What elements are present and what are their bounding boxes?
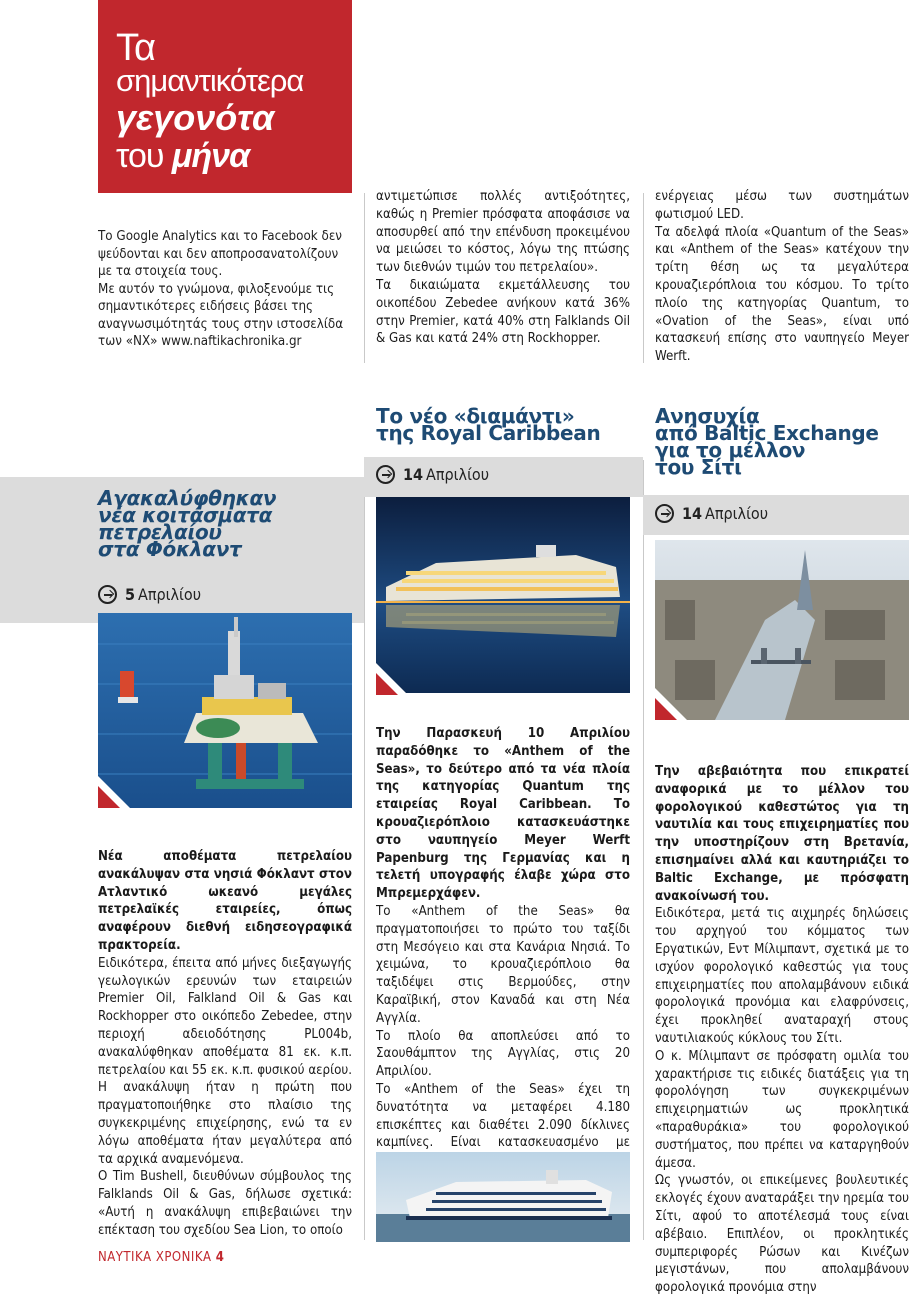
arrow-right-icon	[376, 465, 395, 484]
article-1-paragraph: Ο Tim Bushell, διευθύνων σύμβουλος της Falklands Oil & Gas, δήλωσε σχετικά: «Αυτή η ανακάλυψη επιβεβαιώνει την επέκταση του σχεδίου Sea Lion, το οποίο	[98, 1169, 352, 1238]
article-3-paragraph: Ως γνωστόν, οι επικείμενες βουλευτικές εκλογές έχουν αναταράξει την ηρεμία του Σίτι, αφού το αποτέλεσμά τους είναι αβέβαιο. Επιπλέον, οι προκλητικές συμπεριφορές Ρώσων και Κινέζων μεγιστάνων, που απολαμβάνουν φορολογικά προνόμια στην	[655, 1173, 909, 1296]
title-line-2: σημαντικότερα	[116, 63, 304, 98]
cruise-ship-day-photo	[376, 1152, 630, 1242]
article-1-corner-marker	[98, 776, 130, 808]
page-number: 4	[215, 1250, 225, 1265]
article-1-headline	[98, 486, 358, 561]
article-2-headline	[376, 404, 636, 445]
article-3-date-month: Απριλίου	[705, 504, 769, 523]
title-line-4	[116, 136, 249, 176]
column-3-continued-text	[655, 188, 909, 366]
column-2-paragraph-1: αντιμετώπισε πολλές αντιξοότητες, καθώς η Premier πρόσφατα αποφάσισε να αποσυρθεί από την επένδυση προκειμένου να μειώσει το κόστος, λόγω της πτώσης των διεθνών τιμών του πετρελαίου».	[376, 189, 630, 276]
column-3-paragraph-1: ενέργειας μέσω των συστημάτων φωτισμού LED.	[655, 189, 909, 222]
column-3-paragraph-2: Τα αδελφά πλοία «Quantum of the Seas» και «Anthem of the Seas» κατέχουν την τρίτη θέση ως τα μεγαλύτερα κρουαζιερόπλοια του κόσμου. Το τρίτο πλοίο της κατηγορίας Quantum, το «Ovation of the Seas», είναι υπό κατασκευή επίσης στο ναυπηγείο Meyer Werft.	[655, 224, 909, 365]
article-2-corner-marker	[376, 663, 408, 695]
oil-platform-photo	[98, 613, 352, 808]
article-1-paragraph: Ειδικότερα, έπειτα από μήνες διεξαγωγής γεωλογικών ερευνών των εταιρειών Premier Oil, Falkland Oil & Gas και Rockhopper στο οικόπεδο Zebedee, στην περιοχή αδειοδότησης PL004b, ανακαλύφθηκαν αποθέματα 81 εκ. κ.π. πετρελαίου και 55 εκ. κ.π. φυσικού αερίου.	[98, 955, 352, 1078]
article-2-body	[376, 725, 630, 1206]
article-1-paragraph: Η ανακάλυψη ήταν η πρώτη που πραγματοποιήθηκε στο πλαίσιο της συγκεκριμένης επιχείρησης, ενώ τα εν λόγω αποθέματα ήταν μεγαλύτερα από τα αρχικά αναμενόμενα.	[98, 1080, 352, 1167]
article-2-headline-line: Το νέο «διαμάντι»	[376, 404, 575, 428]
article-1-date	[98, 585, 201, 604]
article-3-date	[655, 504, 768, 523]
column-divider-4	[643, 460, 644, 1240]
london-city-aerial-photo	[655, 540, 909, 720]
column-2-paragraph-2: Τα δικαιώματα εκμετάλλευσης του οικοπέδου Zebedee ανήκουν κατά 36% στην Premier, κατά 40% στη Falklands Oil & Gas και κατά 24% στη Rockhopper.	[376, 277, 630, 347]
title-line-1: Τα	[116, 27, 156, 69]
article-1-headline-line: πετρελαίου	[98, 520, 222, 544]
article-2-headline-line: της Royal Caribbean	[376, 421, 601, 445]
column-divider-1	[364, 193, 365, 363]
article-1-headline-line: στα Φόκλαντ	[98, 537, 242, 561]
article-3-body	[655, 763, 909, 1297]
article-2-date-day: 14	[403, 465, 424, 484]
intro-paragraph-1: Το Google Analytics και το Facebook δεν ψεύδονται και δεν αποπροσανατολίζουν με τα στοιχεία τους.	[98, 229, 342, 279]
article-1-headline-line: Αγακαλύφθηκαν	[98, 486, 277, 510]
intro-text	[98, 228, 348, 351]
article-3-headline-line: από Baltic Exchange	[655, 421, 879, 445]
title-line-3: γεγονότα	[116, 97, 275, 138]
arrow-right-icon	[98, 585, 117, 604]
cruise-ship-night-photo	[376, 497, 630, 693]
article-3-date-day: 14	[682, 504, 703, 523]
article-2-paragraph: Το «Anthem of the Seas» έχει τη δυνατότητα να μεταφέρει 4.180 επισκέπτες και διαθέτει 2.090 δίκλινες καμπίνες. Είναι κατασκευασμένο με	[376, 1081, 630, 1151]
article-3-paragraph: Ο κ. Μίλιμπαντ σε πρόσφατη ομιλία του χαρακτήρισε τις ειδικές διατάξεις για τη φορολόγηση των συγκεκριμένων επιχειρηματιών ως προκλητικά «παραθυράκια» του φορολογικού συστήματος, που πρέπει να καταργηθούν άμεσα.	[655, 1048, 909, 1171]
article-2-lead: Την Παρασκευή 10 Απριλίου παραδόθηκε το «Anthem of the Seas», το δεύτερο από τα νέα πλοία της κατηγορίας Quantum της εταιρείας Royal Caribbean. Το κρουαζιερόπλοιο κατασκευάστηκε στο ναυπηγείο Meyer Werft Papenburg της Γερμανίας και η τελετή υπογραφής έλαβε χώρα στο Μπρεμερχάφεν.	[376, 726, 630, 902]
article-1-date-month: Απριλίου	[138, 585, 202, 604]
article-3-headline-line: Ανησυχία	[655, 404, 760, 428]
article-2-date	[376, 465, 489, 484]
magazine-name: ΝΑΥΤΙΚΑ ΧΡΟΝΙΚΑ	[98, 1250, 212, 1265]
article-3-headline-line: για το μέλλον	[655, 438, 806, 462]
article-3-corner-marker	[655, 688, 687, 720]
column-2-continued-text	[376, 188, 630, 348]
article-3-lead: Την αβεβαιότητα που επικρατεί αναφορικά με το μέλλον του φορολογικού καθεστώτος για τη ναυτιλία και τους επιχειρηματίες που την υποστηρίζουν στη Βρετανία, επισημαίνει αλλά και καυτηριάζει το Baltic Exchange, με πρόσφατη ανακοίνωσή του.	[655, 764, 909, 904]
intro-paragraph-2: Με αυτόν το γνώμονα, φιλοξενούμε τις σημαντικότερες ειδήσεις βάσει της αναγνωσιμότητάς τους στην ιστοσελίδα των «ΝΧ» www.naftikachronika.gr	[98, 281, 344, 349]
article-1-date-day: 5	[125, 585, 136, 604]
article-1-body	[98, 848, 352, 1240]
article-3-headline-line: του Σίτι	[655, 455, 742, 479]
page-footer	[98, 1250, 224, 1265]
article-2-paragraph: Το «Anthem of the Seas» θα πραγματοποιήσει το πρώτο του ταξίδι στη Μεσόγειο και στα Κανάρια Νησιά. Το χειμώνα, το κρουαζιερόπλοιο θα ταξιδέψει στις Βερμούδες, στην Καραϊβική, στον Καναδά και στη Νέα Αγγλία.	[376, 903, 630, 1026]
arrow-right-icon	[655, 504, 674, 523]
column-divider-2	[643, 193, 644, 363]
title-line-4-prefix: του	[116, 137, 172, 175]
article-3-paragraph: Ειδικότερα, μετά τις αιχμηρές δηλώσεις του αρχηγού του κόμματος των Εργατικών, Εντ Μίλιμπαντ, σχετικά με το ισχύον φορολογικό καθεστώς για τους επιχειρηματίες που απολαμβάνουν ειδικά φορολογικά προνόμια και ελαφρύνσεις, έχει προκληθεί αναταραχή στους ναυτιλιακούς κύκλους του Σίτι.	[655, 906, 909, 1046]
column-divider-3	[364, 460, 365, 1240]
article-3-headline	[655, 404, 909, 479]
article-2-date-month: Απριλίου	[426, 465, 490, 484]
title-block	[98, 0, 352, 193]
article-1-lead: Νέα αποθέματα πετρελαίου ανακάλυψαν στα νησιά Φόκλαντ στον Ατλαντικό ωκεανό μεγάλες πετρελαϊκές εταιρείες, όπως αναφέρουν διεθνή ειδησεογραφικά πρακτορεία.	[98, 849, 352, 953]
title-line-4-emphasis: μήνα	[171, 137, 250, 175]
article-2-paragraph: Το πλοίο θα αποπλεύσει από το Σαουθάμπτον της Αγγλίας, στις 20 Απριλίου.	[376, 1028, 630, 1080]
article-1-headline-line: νέα κοιτάσματα	[98, 503, 273, 527]
